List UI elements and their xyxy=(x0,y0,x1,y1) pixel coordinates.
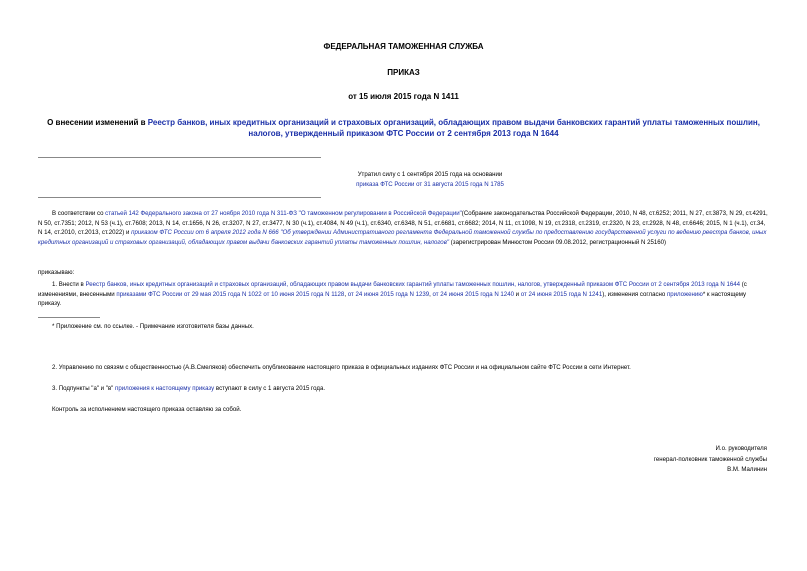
doc-type-heading: ПРИКАЗ xyxy=(387,68,420,77)
title-registry-link[interactable]: Реестр банков, иных кредитных организаций и страховых организаций, обладающих правом выдачи банковских гарантий уплаты таможенных пошлин, налогов, утвержденный приказом ФТС России от 2 сентября 2013 года N 1644 xyxy=(147,118,760,138)
footnote: * Приложение см. по ссылке. - Примечание изготовителя базы данных. xyxy=(52,323,254,330)
item-1-text-8: * к настоящему приказу. xyxy=(38,290,747,307)
divider-bottom xyxy=(38,197,321,198)
item-3-text-1: 3. Подпункты "а" и "в" xyxy=(52,385,116,392)
divider-top xyxy=(38,157,321,158)
title-prefix: О внесении изменений в xyxy=(47,118,148,127)
law-311-fz-link[interactable]: статьей 142 Федерального закона от 27 ноября 2010 года N 311-ФЗ "О таможенном регулировании в Российской Федерации" xyxy=(105,210,462,217)
expired-note-link[interactable]: приказа ФТС России от 31 августа 2015 года N 1785 xyxy=(356,181,504,188)
item-1-text-7: ), изменения согласно xyxy=(602,290,667,298)
expired-note-text: Утратил силу с 1 сентября 2015 года на основании xyxy=(357,171,503,178)
item-1-text-2: (с изменениями, внесенными xyxy=(38,281,747,298)
signature-block xyxy=(654,444,767,476)
order-1128-link[interactable]: от 10 июня 2015 года N 1128 xyxy=(263,290,345,298)
item-1-text-4: , xyxy=(344,290,348,298)
appendix-to-order-link[interactable]: приложения к настоящему приказу xyxy=(115,385,215,392)
preamble-text-2: (Собрание законодательства Российской Федерации, 2010, N 48, ст.6252; 2011, N 27, ст.3873, N 29, ст.4291, N 50, ст.7351; 2012, N 53 (ч.1), ст.7608; 2013, N 14, ст.1656, N 26, ст.3207, N 27, ст.3477, N 30 (ч.1), ст.4084, N 49 (ч.1), ст.6340, ст.6348, N 51, ст.6681, ст.6682; 2014, N 11, ст.1098, N 19, ст.2318, ст.2319, ст.2320, N 23, ст.2928, N 48, ст.6646; 2015, N 1 (ч.1), ст.34, N 14, ст.2010, ст.2013, ст.2022) и xyxy=(38,210,768,236)
order-1022-link[interactable]: приказами ФТС России от 29 мая 2015 года N 1022 xyxy=(116,290,262,298)
item-1-text-6: и xyxy=(513,290,521,298)
footnote-divider xyxy=(38,317,100,318)
item-1-text-1: 1. Внести в xyxy=(52,281,86,288)
preamble-paragraph xyxy=(38,209,769,247)
preamble-text-3: (зарегистрирован Минюстом России 09.08.2012, регистрационный N 25160) xyxy=(449,238,667,246)
preamble-text-1: В соответствии со xyxy=(52,210,106,217)
signature-rank: генерал-полковник таможенной службы xyxy=(653,455,767,463)
order-666-link[interactable]: приказом ФТС России от 6 апреля 2012 года N 666 "Об утверждении Административного регламента Федеральной таможенной службы по предоставлению государственной услуги по ведению реестра банков, иных кредитных организаций и страховых организаций, обладающих правом выдачи банковских гарантий уплаты таможенных пошлин, налогов" xyxy=(38,229,767,246)
item-1-paragraph xyxy=(38,280,769,309)
agency-heading: ФЕДЕРАЛЬНАЯ ТАМОЖЕННАЯ СЛУЖБА xyxy=(323,42,484,51)
control-paragraph: Контроль за исполнением настоящего приказа оставляю за собой. xyxy=(52,406,242,413)
document-title xyxy=(40,117,767,139)
expired-note xyxy=(295,170,565,190)
order-1239-link[interactable]: от 24 июня 2015 года N 1239 xyxy=(347,290,430,298)
item-3-paragraph xyxy=(52,384,769,394)
signature-position: И.о. руководителя xyxy=(715,445,767,452)
order-1241-link[interactable]: от 24 июня 2015 года N 1241 xyxy=(520,290,603,298)
registry-link[interactable]: Реестр банков, иных кредитных организаций и страховых организаций, обладающих правом выдачи банковских гарантий уплаты таможенных пошлин, налогов, утвержденный приказом ФТС России от 2 сентября 2013 года N 1644 xyxy=(85,281,741,288)
signature-name: В.М. Малинин xyxy=(727,466,767,473)
item-2-paragraph: 2. Управлению по связям с общественностью (А.В.Смеляков) обеспечить опубликование настоящего приказа в официальных изданиях ФТС России и на официальном сайте ФТС России в сети Интернет. xyxy=(52,364,631,371)
doc-date-number: от 15 июля 2015 года N 1411 xyxy=(348,92,459,101)
order-1240-link[interactable]: от 24 июня 2015 года N 1240 xyxy=(432,290,514,298)
appendix-link[interactable]: приложению xyxy=(666,290,703,298)
order-word: приказываю: xyxy=(38,269,75,276)
item-3-text-2: вступают в силу с 1 августа 2015 года. xyxy=(214,385,326,392)
item-1-text-5: , xyxy=(429,290,433,298)
